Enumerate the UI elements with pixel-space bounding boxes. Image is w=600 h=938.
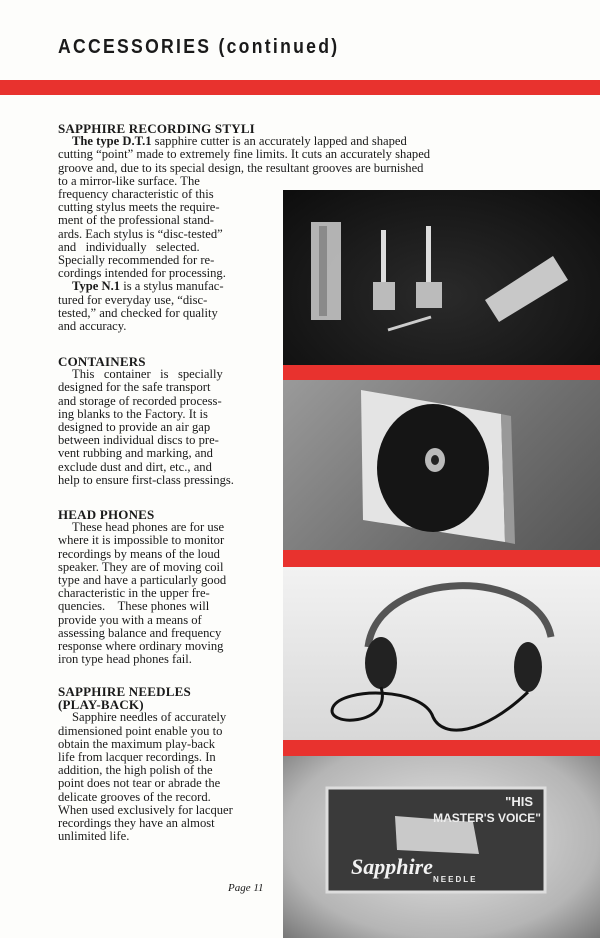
paragraph-line: recordings by means of the loud <box>58 546 220 561</box>
section-heading: HEAD PHONES <box>58 507 155 522</box>
paragraph-line: type and have a particularly good <box>58 573 227 588</box>
paragraph-line: designed for the safe transport <box>58 380 211 395</box>
photo-sapphire-styli <box>283 190 600 366</box>
bold-lead: The type D.T.1 <box>72 134 152 149</box>
paragraph-line: assessing balance and frequency <box>58 625 222 640</box>
section-heading: SAPPHIRE NEEDLES <box>58 684 191 699</box>
section-head-phones <box>58 508 272 666</box>
product-logo-text: Sapphire <box>351 854 433 879</box>
paragraph-line: provide you with a means of <box>58 612 202 627</box>
text: sapphire cutter is an accurately lapped and shaped <box>151 134 407 149</box>
paragraph-line: Specially recommended for re- <box>58 253 215 268</box>
page-title: ACCESSORIES (continued) <box>58 36 340 58</box>
paragraph-line: iron type head phones fail. <box>58 652 192 667</box>
paragraph-line: cutting “point” made to extremely fine limits. It cuts an accurately shaped <box>58 147 431 162</box>
paragraph-line: recordings they have an almost <box>58 816 215 831</box>
paragraph-line: response where ordinary moving <box>58 639 224 654</box>
paragraph-line: help to ensure first-class pressings. <box>58 472 234 487</box>
header-red-bar <box>0 80 600 95</box>
text: is a stylus manufac- <box>120 279 224 294</box>
paragraph-line: ment of the professional stand- <box>58 213 214 228</box>
paragraph-line: speaker. They are of moving coil <box>58 559 224 574</box>
paragraph-line: and individually selected. <box>58 239 200 254</box>
paragraph-line: life from lacquer recordings. In <box>58 750 216 765</box>
section-heading: CONTAINERS <box>58 354 146 369</box>
photo-divider-red <box>283 365 600 380</box>
section-heading: SAPPHIRE RECORDING STYLI <box>58 121 255 136</box>
paragraph-line: and accuracy. <box>58 319 127 334</box>
paragraph-line: dimensioned point enable you to <box>58 723 223 738</box>
paragraph-line: groove and, due to its special design, the resultant grooves are burnished <box>58 160 424 175</box>
paragraph-line: cutting stylus meets the require- <box>58 200 220 215</box>
paragraph-line: where it is impossible to monitor <box>58 533 225 548</box>
section-subheading: (PLAY-BACK) <box>58 697 144 713</box>
paragraph-line: quencies. These phones will <box>58 599 210 614</box>
paragraph-line: point does not tear or abrade the <box>58 776 221 791</box>
brand-logo-text: "HIS <box>505 794 533 809</box>
container-illustration <box>283 380 600 551</box>
styli-illustration <box>283 190 600 366</box>
product-logo-sub: NEEDLE <box>433 875 478 884</box>
paragraph-line: between individual discs to pre- <box>58 433 219 448</box>
paragraph-line: When used exclusively for lacquer <box>58 802 233 817</box>
paragraph-line: This container is specially <box>72 367 223 382</box>
headphones-illustration <box>283 567 600 741</box>
paragraph-line: These head phones are for use <box>72 520 225 535</box>
section-sapphire-needles <box>58 685 272 843</box>
paragraph-line: ards. Each stylus is “disc-tested” <box>58 226 223 241</box>
paragraph-line: exclude dust and dirt, etc., and <box>58 459 212 474</box>
paragraph-line <box>58 280 272 293</box>
paragraph-line: characteristic in the upper fre- <box>58 586 210 601</box>
paragraph-line: Sapphire needles of accurately <box>72 710 227 725</box>
paragraph-line: tested,” and checked for quality <box>58 305 218 320</box>
paragraph-line: designed to provide an air gap <box>58 420 211 435</box>
photo-divider-red <box>283 550 600 567</box>
paragraph-line: ing blanks to the Factory. It is <box>58 406 208 421</box>
section-containers <box>58 355 272 487</box>
paragraph-line: frequency characteristic of this <box>58 187 214 202</box>
photo-head-phones <box>283 567 600 741</box>
paragraph-line: unlimited life. <box>58 829 130 844</box>
paragraph-line: to a mirror-like surface. The <box>58 173 200 188</box>
page-number: Page 11 <box>228 882 264 894</box>
brand-logo-text: MASTER'S VOICE" <box>433 811 541 825</box>
paragraph-line: tured for everyday use, “disc- <box>58 292 208 307</box>
bold-lead: Type N.1 <box>72 279 121 294</box>
paragraph-line: vent rubbing and marking, and <box>58 446 213 461</box>
photo-divider-red <box>283 740 600 756</box>
photo-sapphire-needle-box <box>283 756 600 938</box>
paragraph-line: and storage of recorded process- <box>58 393 222 408</box>
paragraph-line: addition, the high polish of the <box>58 763 213 778</box>
photo-container <box>283 380 600 551</box>
paragraph-line: delicate grooves of the record. <box>58 789 211 804</box>
needle-box-illustration <box>283 756 600 938</box>
paragraph-line: obtain the maximum play-back <box>58 736 216 751</box>
paragraph-line: cordings intended for processing. <box>58 266 226 281</box>
